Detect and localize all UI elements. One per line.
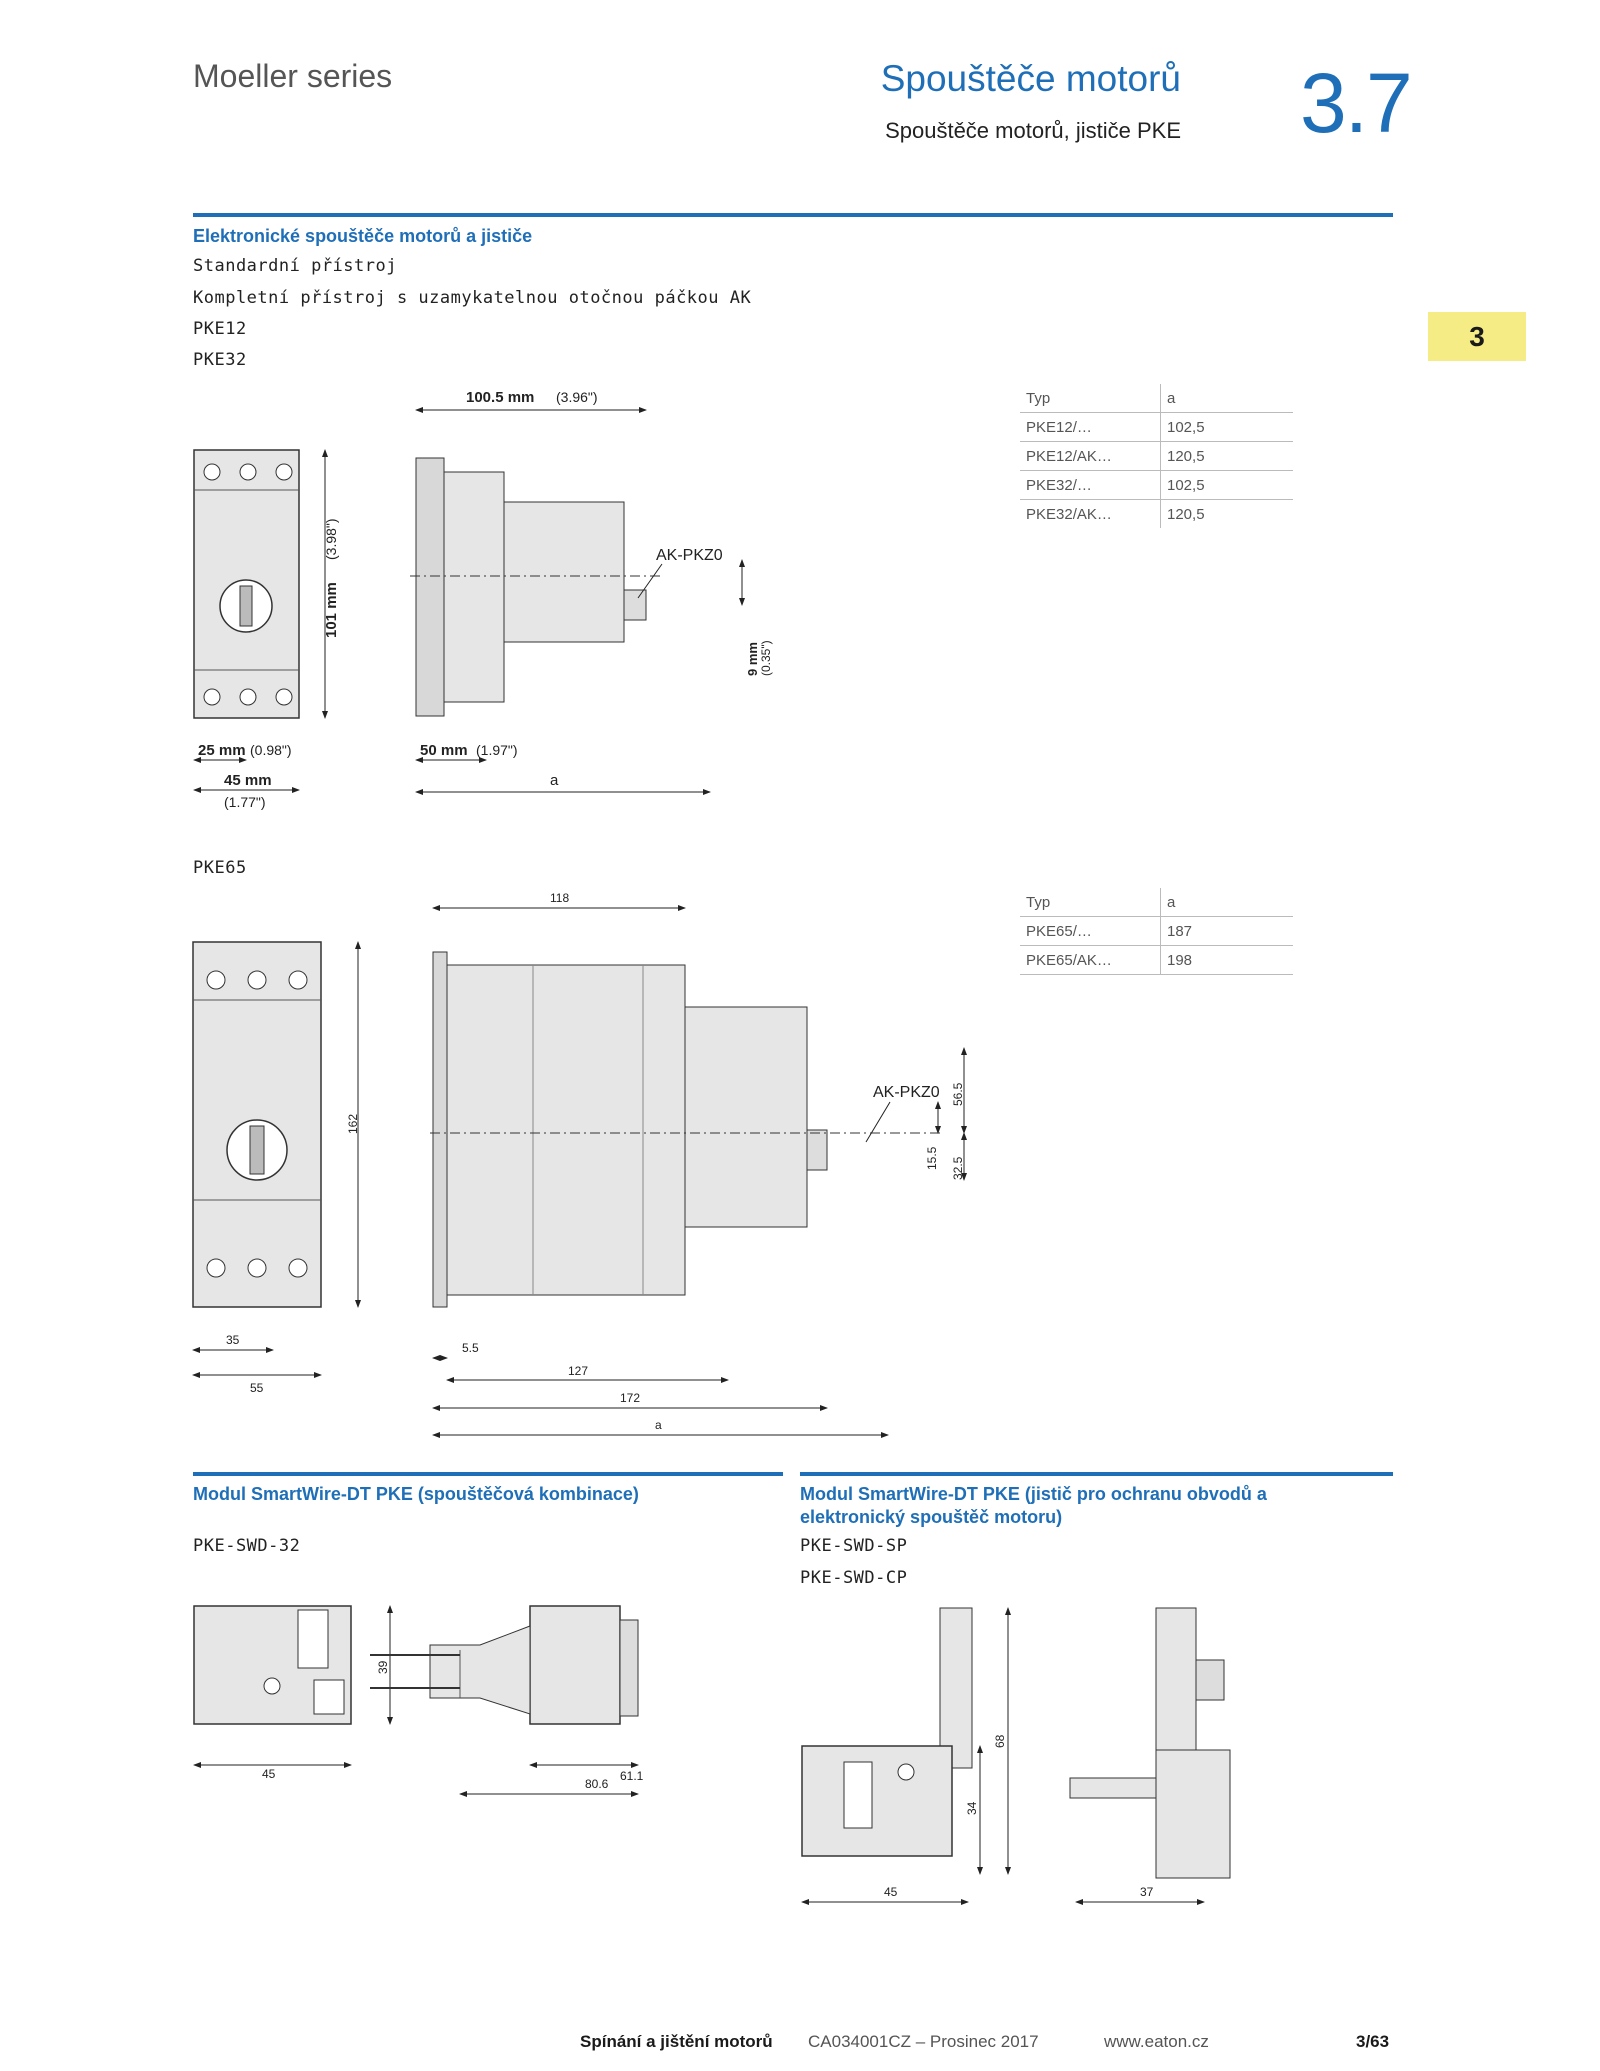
dim-label: 35 <box>226 1333 240 1347</box>
table-cell: PKE32/AK… <box>1020 500 1161 529</box>
device-side-body <box>444 472 504 702</box>
table-cell: PKE65/… <box>1020 917 1161 946</box>
drawing-pke-swd-sp-cp <box>790 1590 1250 1920</box>
footer-doc: CA034001CZ – Prosinec 2017 <box>808 2032 1039 2051</box>
page-subtitle: Spouštěče motorů, jističe PKE <box>885 118 1181 143</box>
series-label: Moeller series <box>193 58 393 94</box>
ak-label: AK-PKZ0 <box>656 547 723 564</box>
table-row <box>1020 471 1293 500</box>
table-header-cell: a <box>1161 888 1294 917</box>
text-line: Standardní přístroj <box>193 256 397 276</box>
dim-label: 45 mm <box>224 772 272 789</box>
dim-label: 15.5 <box>925 1146 939 1170</box>
table-row <box>1020 917 1293 946</box>
table-cell: 102,5 <box>1161 471 1294 500</box>
section-heading: Modul SmartWire-DT PKE (spouštěčová kombinace) <box>193 1484 639 1504</box>
section-rule <box>193 213 1393 217</box>
text-line: PKE-SWD-CP <box>800 1568 908 1588</box>
dim-label: 25 mm <box>198 742 246 759</box>
dim-label: (3.96") <box>556 389 598 405</box>
text-line: PKE12 <box>193 319 247 339</box>
text-line: PKE32 <box>193 350 247 370</box>
dim-label: 34 <box>965 1801 979 1815</box>
dim-label: 5.5 <box>462 1341 479 1355</box>
device-side-front <box>504 502 624 642</box>
device-side-body <box>447 965 685 1295</box>
footer-page: 3/63 <box>1356 2032 1390 2051</box>
table-row <box>1020 413 1293 442</box>
dim-label: 45 <box>884 1885 898 1899</box>
text-line: Kompletní přístroj s uzamykatelnou otočnou páčkou AK <box>193 288 752 308</box>
dim-label: (3.98") <box>323 518 339 560</box>
table-header <box>1020 384 1293 413</box>
device-side-front <box>685 1007 807 1227</box>
dim-label: 172 <box>620 1391 641 1405</box>
dim-label: 9 mm <box>745 642 760 676</box>
dim-label: (1.97") <box>476 742 518 758</box>
table-header-cell: Typ <box>1020 888 1161 917</box>
footer-title: Spínání a jištění motorů <box>580 2032 773 2051</box>
dim-label: 56.5 <box>951 1082 965 1106</box>
dim-label: 68 <box>993 1734 1007 1748</box>
section-heading: Modul SmartWire-DT PKE (jistič pro ochranu obvodů a <box>800 1484 1267 1504</box>
dim-label: 45 <box>262 1767 276 1781</box>
table-cell: PKE32/… <box>1020 471 1161 500</box>
table-header <box>1020 888 1293 917</box>
dim-label: (0.35") <box>759 640 773 676</box>
dimension-table-pke65 <box>1020 888 1293 975</box>
text-line: PKE-SWD-32 <box>193 1536 301 1556</box>
module-front-view <box>802 1746 952 1856</box>
dim-label: 37 <box>1140 1885 1154 1899</box>
table-cell: 198 <box>1161 946 1294 975</box>
module-side-view <box>530 1606 620 1724</box>
drawing-pke-swd-32 <box>180 1590 760 1820</box>
section-heading: Elektronické spouštěče motorů a jističe <box>193 226 533 246</box>
table-cell: PKE12/… <box>1020 413 1161 442</box>
dim-label: 61.1 <box>620 1769 644 1783</box>
chapter-number: 3.7 <box>1300 56 1411 150</box>
dim-label: 55 <box>250 1381 264 1395</box>
dim-label: 101 mm <box>323 582 340 638</box>
section-rule <box>800 1472 1393 1476</box>
drawing-pke65 <box>180 880 1000 1450</box>
table-row <box>1020 442 1293 471</box>
table-cell: 120,5 <box>1167 505 1205 523</box>
table-header-cell: a <box>1161 384 1294 413</box>
text-line: PKE-SWD-SP <box>800 1536 908 1556</box>
drawing-pke12-pke32 <box>180 380 780 830</box>
dim-label: (0.98") <box>250 742 292 758</box>
dim-label: 32.5 <box>951 1156 965 1180</box>
text-line: PKE65 <box>193 858 247 878</box>
device-side-rail <box>416 458 444 716</box>
ak-label: AK-PKZ0 <box>873 1084 940 1101</box>
module-top-connector <box>940 1608 972 1768</box>
dim-label: a <box>655 1418 662 1432</box>
table-cell: PKE65/AK… <box>1020 946 1161 975</box>
dim-label: 162 <box>346 1113 360 1134</box>
dim-label: 127 <box>568 1364 589 1378</box>
dim-label: 118 <box>550 891 570 905</box>
dim-label: 39 <box>376 1660 390 1674</box>
table-cell: 120,5 <box>1161 442 1294 471</box>
table-header-cell: Typ <box>1020 384 1161 413</box>
dim-label: 50 mm <box>420 742 468 759</box>
chapter-tab: 3 <box>1428 312 1526 361</box>
section-heading: elektronický spouštěč motoru) <box>800 1507 1063 1527</box>
device-side-rail <box>433 952 447 1307</box>
dim-label: 80.6 <box>585 1777 609 1791</box>
table-cell: PKE12/AK… <box>1020 442 1161 471</box>
dim-label: 100.5 mm <box>466 389 535 406</box>
section-rule <box>193 1472 783 1476</box>
dim-label: a <box>550 772 559 789</box>
table-row <box>1020 946 1293 975</box>
page-title: Spouštěče motorů <box>880 58 1181 99</box>
dim-label: (1.77") <box>224 794 266 810</box>
footer-web: www.eaton.cz <box>1104 2032 1209 2051</box>
table-cell: 102,5 <box>1161 413 1294 442</box>
table-cell: 187 <box>1161 917 1294 946</box>
table-row <box>1020 500 1293 529</box>
dimension-table-pke12-32 <box>1020 384 1293 528</box>
